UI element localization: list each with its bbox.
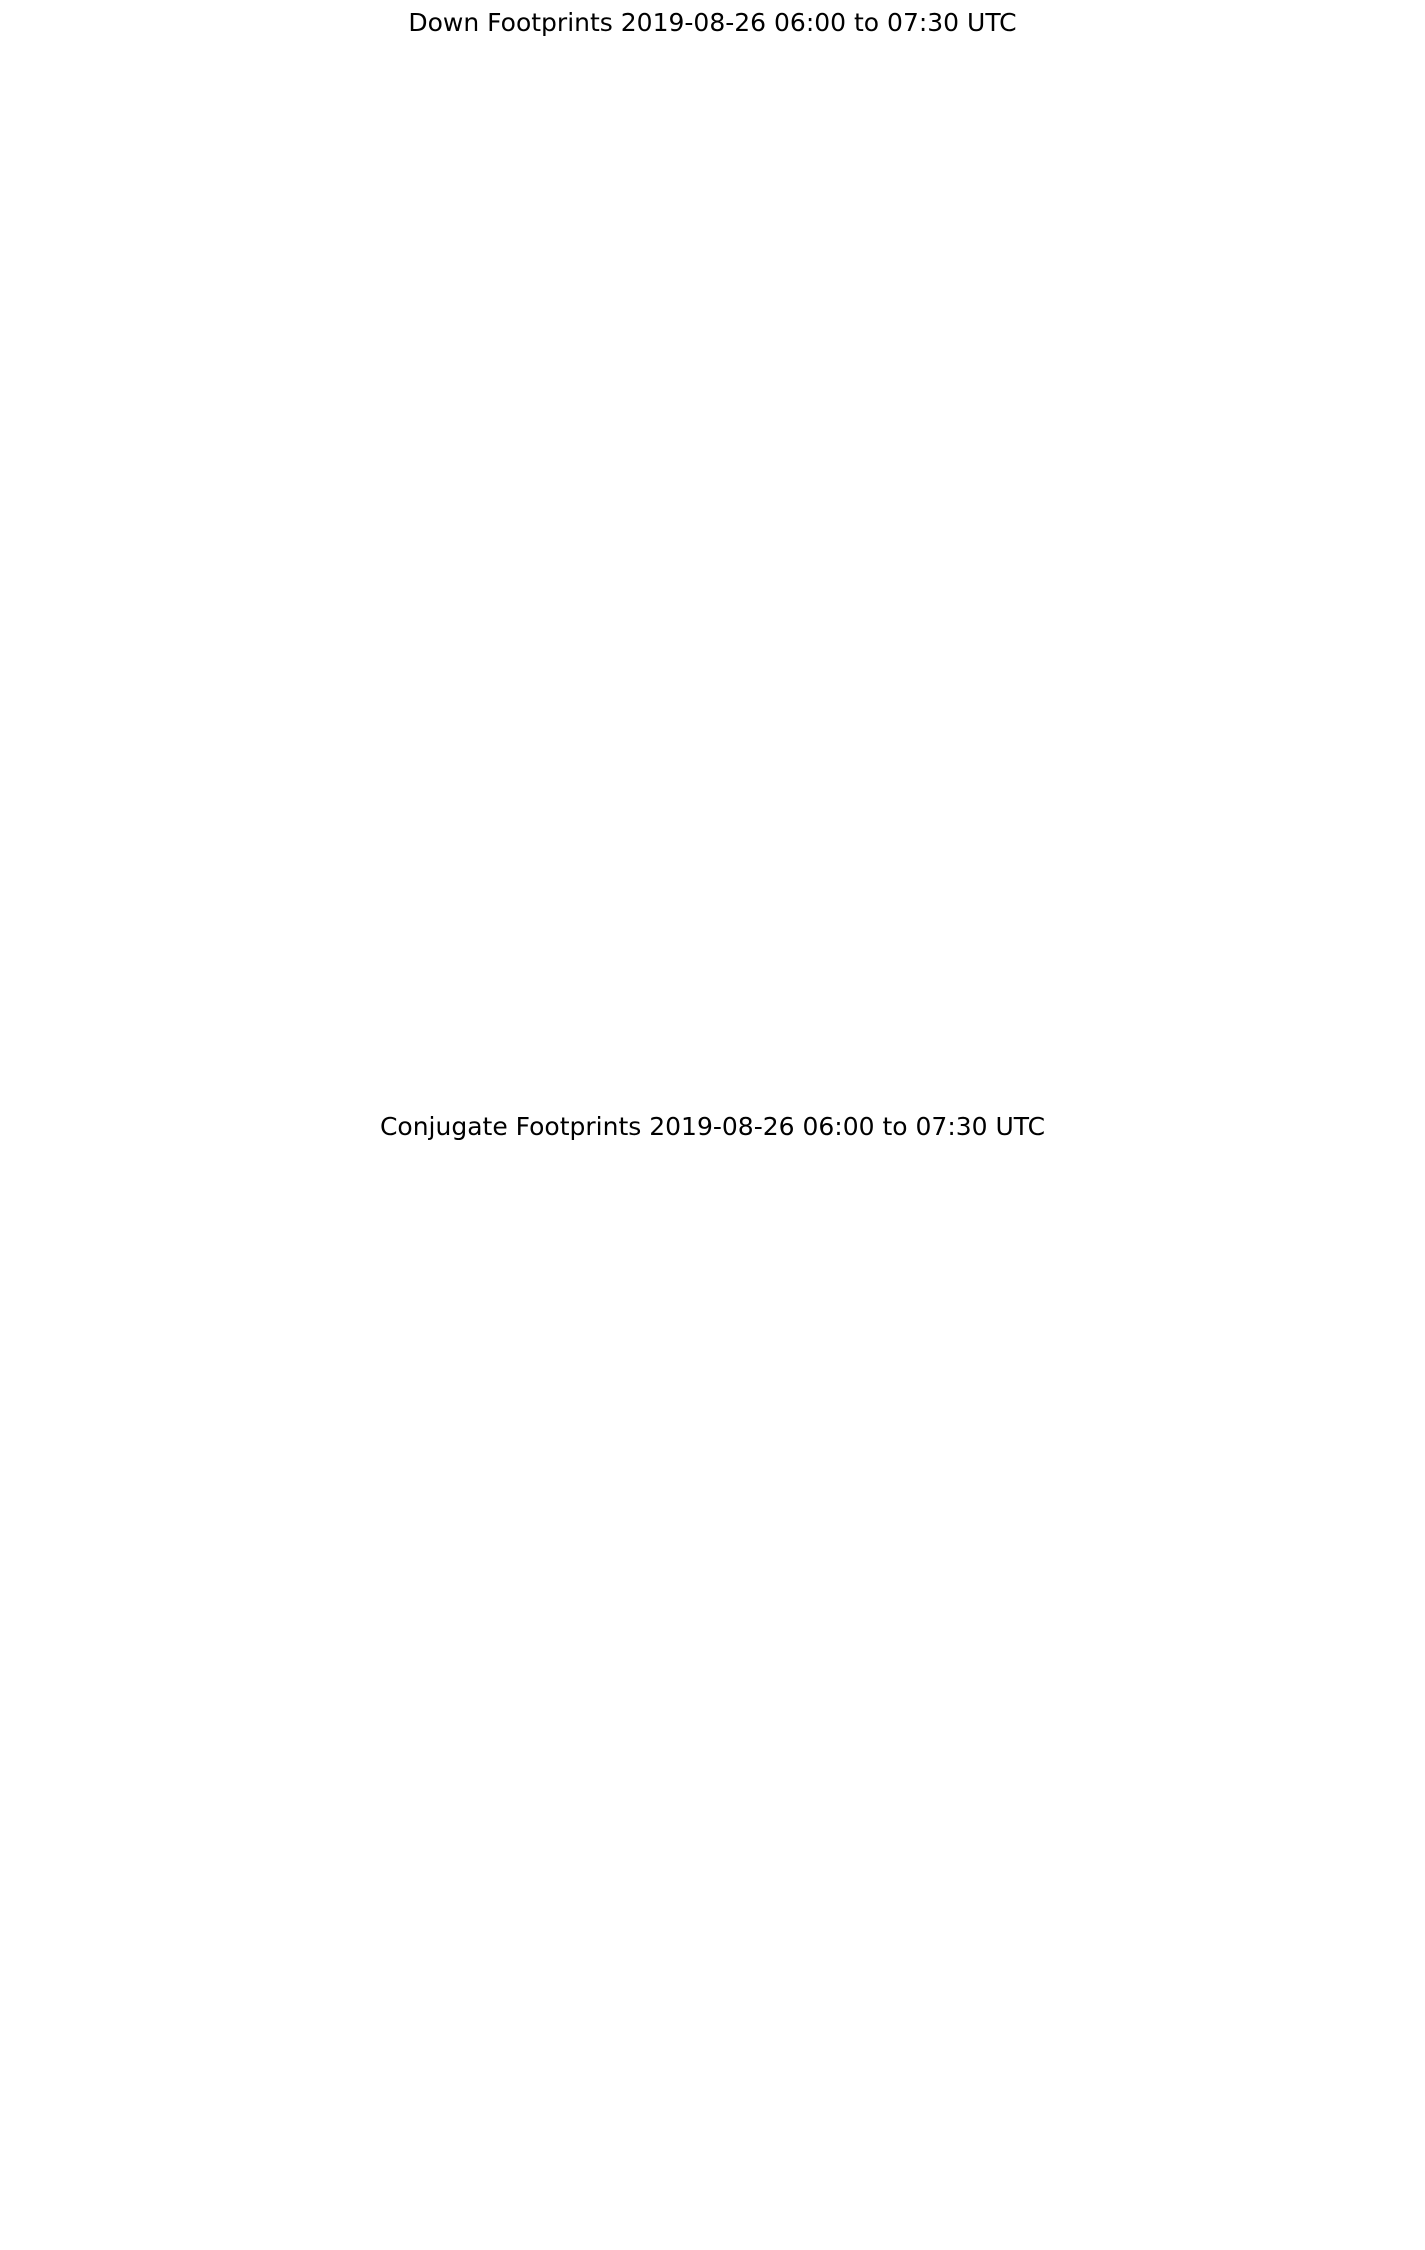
conjugate-footprints-panel — [0, 1110, 1425, 2250]
panel-title: Down Footprints 2019-08-26 06:00 to 07:30 UTC — [408, 8, 1017, 37]
panel-title: Conjugate Footprints 2019-08-26 06:00 to 07:30 UTC — [379, 1112, 1046, 1141]
map-down — [0, 0, 1425, 1110]
map-conjugate — [0, 1110, 1425, 2250]
down-footprints-panel — [0, 0, 1425, 1110]
